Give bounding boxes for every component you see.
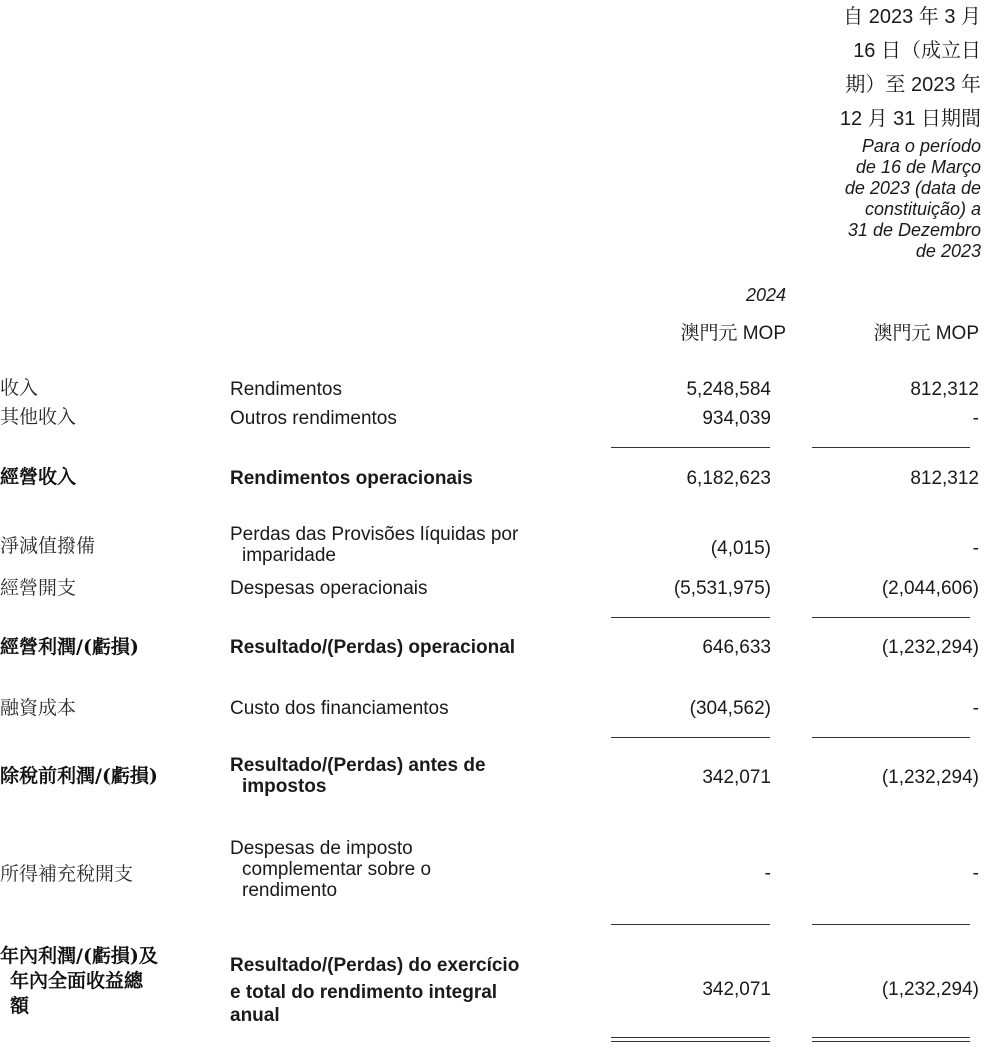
- value-2024-revenue: 5,248,584: [686, 379, 771, 400]
- value-2024-other-income: 934,039: [702, 408, 771, 429]
- value-2023-net-result: (1,232,294): [881, 979, 979, 1000]
- value-2024-impairment: (4,015): [710, 538, 771, 559]
- row-label-pt-pre-tax-result-line-2: impostos: [242, 776, 327, 797]
- row-label-zh-other-income: 其他收入: [0, 406, 77, 428]
- value-2024-operating-income: 6,182,623: [686, 468, 771, 489]
- column-header-2023: [741, 0, 981, 262]
- value-2023-finance-cost: -: [972, 698, 979, 719]
- row-label-zh-pre-tax-result: 除稅前利潤/(虧損): [0, 765, 158, 787]
- header-2023-pt-line-1: Para o período: [861, 136, 981, 156]
- row-label-zh-net-result: [0, 944, 158, 1019]
- total-double-rule-2023: [812, 1037, 970, 1042]
- value-2023-income-tax: -: [972, 863, 979, 884]
- value-2024-net-result: 342,071: [702, 979, 771, 1000]
- header-2023-pt-line-4: constituição) a: [864, 199, 981, 219]
- row-label-pt-operating-result: Resultado/(Perdas) operacional: [230, 637, 516, 658]
- value-2024-finance-cost: (304,562): [689, 698, 771, 719]
- value-2023-operating-result: (1,232,294): [881, 637, 979, 658]
- value-2024-operating-result: 646,633: [702, 637, 771, 658]
- row-label-zh-revenue: 收入: [0, 377, 39, 399]
- row-label-pt-net-result-line-1: Resultado/(Perdas) do exercício: [230, 955, 520, 976]
- row-label-pt-net-result-line-3: anual: [230, 1005, 280, 1026]
- row-label-pt-income-tax: [230, 838, 590, 901]
- row-label-pt-impairment-line-1: Perdas das Provisões líquidas por: [230, 524, 519, 545]
- subtotal-rule-2023: [812, 447, 970, 448]
- row-label-zh-net-result-line-3: 額: [10, 995, 30, 1017]
- header-2023-zh-line-3: 期）至 2023 年: [845, 74, 981, 96]
- value-2023-other-income: -: [972, 408, 979, 429]
- row-label-pt-pre-tax-result-line-1: Resultado/(Perdas) antes de: [230, 755, 486, 776]
- row-label-pt-finance-cost: Custo dos financiamentos: [230, 698, 449, 719]
- row-label-pt-income-tax-line-3: rendimento: [242, 880, 338, 901]
- value-2024-income-tax: -: [764, 863, 771, 884]
- currency-label-2024: 澳門元 MOP: [680, 323, 786, 344]
- header-2023-pt-line-6: de 2023: [915, 241, 981, 261]
- header-2023-zh-line-1: 自 2023 年 3 月: [843, 6, 981, 28]
- subtotal-rule-2023: [812, 924, 970, 925]
- subtotal-rule-2024: [611, 737, 770, 738]
- subtotal-rule-2024: [611, 617, 770, 618]
- value-2023-revenue: 812,312: [910, 379, 979, 400]
- value-2024-pre-tax-result: 342,071: [702, 767, 771, 788]
- row-label-zh-net-result-line-2: 年內全面收益總: [10, 970, 144, 992]
- column-header-2024: 2024: [745, 285, 786, 305]
- total-double-rule-2024: [611, 1037, 770, 1042]
- row-label-zh-impairment: 淨減值撥備: [0, 535, 96, 557]
- value-2023-impairment: -: [972, 538, 979, 559]
- row-label-pt-operating-income: Rendimentos operacionais: [230, 468, 473, 489]
- value-2024-operating-expenses: (5,531,975): [673, 578, 771, 599]
- value-2023-operating-income: 812,312: [910, 468, 979, 489]
- row-label-zh-finance-cost: 融資成本: [0, 697, 77, 719]
- value-2023-pre-tax-result: (1,232,294): [881, 767, 979, 788]
- currency-label-2023: 澳門元 MOP: [873, 323, 979, 344]
- row-label-zh-income-tax: 所得補充稅開支: [0, 863, 134, 885]
- header-2023-zh-line-4: 12 月 31 日期間: [839, 108, 981, 130]
- subtotal-rule-2023: [812, 617, 970, 618]
- header-2023-pt-line-2: de 16 de Março: [855, 157, 981, 177]
- subtotal-rule-2024: [611, 924, 770, 925]
- row-label-pt-income-tax-line-2: complementar sobre o: [242, 859, 432, 880]
- header-2023-pt-line-5: 31 de Dezembro: [847, 220, 981, 240]
- row-label-zh-operating-result: 經營利潤/(虧損): [0, 636, 139, 658]
- value-2023-operating-expenses: (2,044,606): [881, 578, 979, 599]
- row-label-pt-net-result-line-2: e total do rendimento integral: [230, 982, 498, 1003]
- subtotal-rule-2024: [611, 447, 770, 448]
- row-label-pt-net-result: [230, 952, 590, 1026]
- row-label-pt-operating-expenses: Despesas operacionais: [230, 578, 428, 599]
- row-label-zh-operating-expenses: 經營開支: [0, 577, 77, 599]
- header-2023-pt-line-3: de 2023 (data de: [844, 178, 981, 198]
- row-label-pt-income-tax-line-1: Despesas de imposto: [230, 838, 413, 859]
- row-label-pt-revenue: Rendimentos: [230, 379, 342, 400]
- row-label-pt-impairment-line-2: imparidade: [242, 545, 336, 566]
- row-label-pt-pre-tax-result: [230, 755, 590, 797]
- row-label-zh-operating-income: 經營收入: [0, 466, 77, 488]
- header-2023-zh-line-2: 16 日（成立日: [853, 40, 981, 62]
- row-label-pt-impairment: [230, 524, 590, 566]
- row-label-pt-other-income: Outros rendimentos: [230, 408, 397, 429]
- subtotal-rule-2023: [812, 737, 970, 738]
- row-label-zh-net-result-line-1: 年內利潤/(虧損)及: [0, 945, 158, 967]
